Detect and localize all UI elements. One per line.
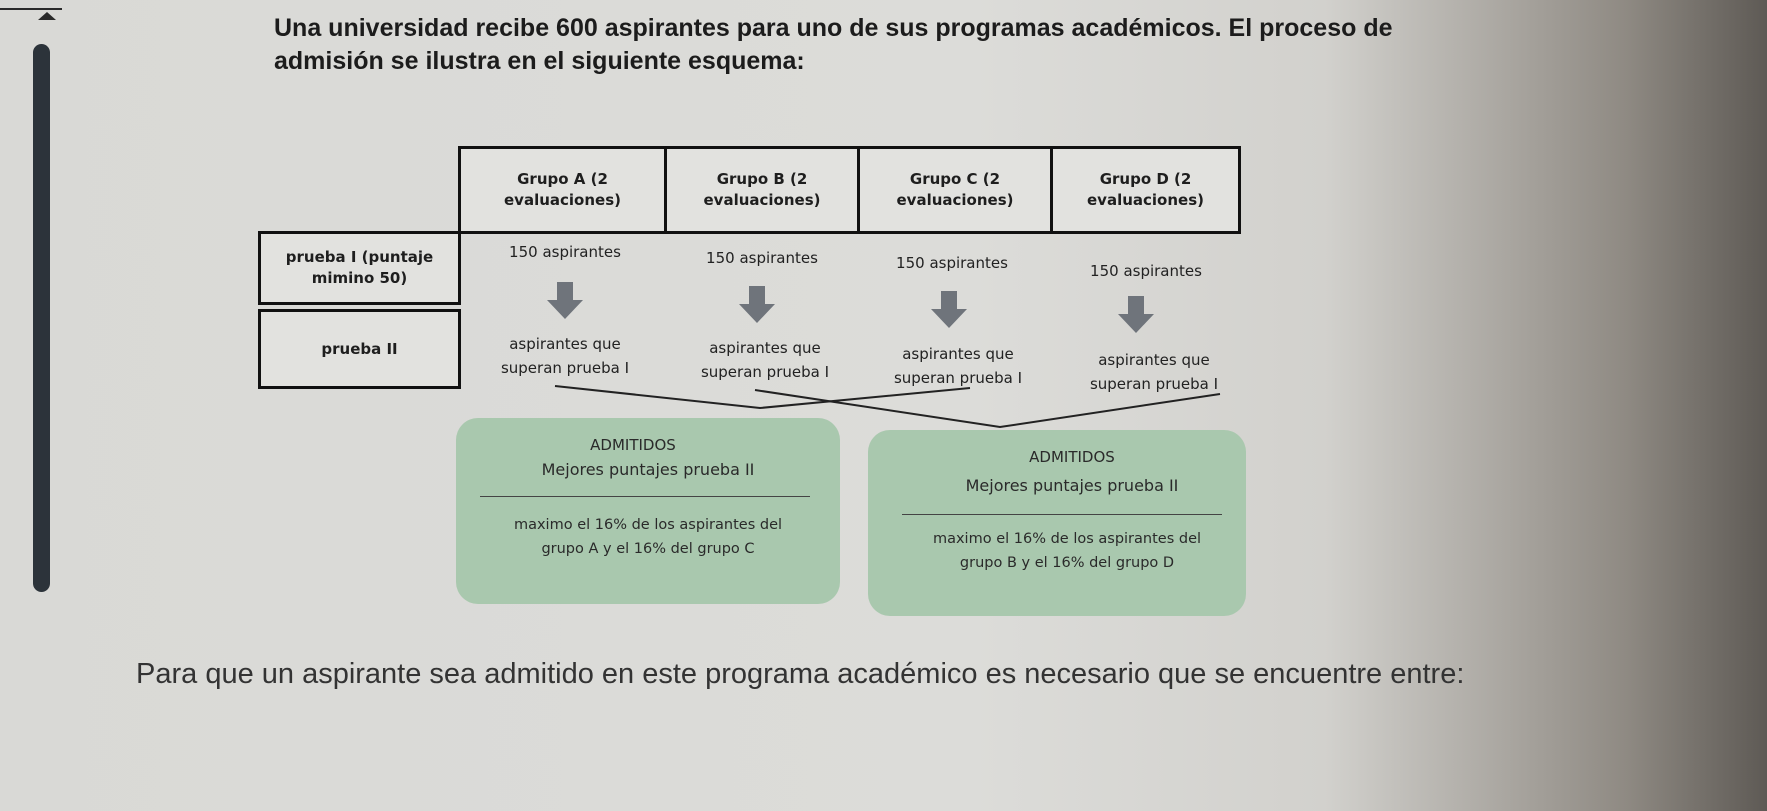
applicants-group-c: 150 aspirantes <box>896 254 1008 272</box>
down-arrow-icon <box>929 291 969 329</box>
down-arrow-icon <box>545 282 585 320</box>
admitted-rule-line2: grupo A y el 16% del grupo C <box>541 541 755 557</box>
admitted-box-b-d <box>868 430 1246 616</box>
header-group-a: Grupo A (2 evaluaciones) <box>458 146 667 234</box>
top-left-rule <box>0 8 62 10</box>
header-group-d: Grupo D (2 evaluaciones) <box>1050 146 1241 234</box>
admitted-rule-line1: maximo el 16% de los aspirantes del <box>513 517 783 533</box>
admitted-title: ADMITIDOS <box>1029 448 1115 466</box>
admitted-title: ADMITIDOS <box>590 436 676 454</box>
applicants-group-d: 150 aspirantes <box>1090 262 1202 280</box>
admitted-rule-line1: maximo el 16% de los aspirantes del <box>932 531 1202 547</box>
divider <box>480 496 810 497</box>
divider <box>902 514 1222 515</box>
admitted-rule-line2: grupo B y el 16% del grupo D <box>959 555 1175 571</box>
left-scrollbar[interactable] <box>33 44 50 592</box>
header-group-c: Grupo C (2 evaluaciones) <box>857 146 1053 234</box>
admitted-subtitle: Mejores puntajes prueba II <box>965 476 1179 495</box>
pass-note-group-c: aspirantes que superan prueba I <box>893 345 1023 387</box>
pass-note-group-d: aspirantes que superan prueba I <box>1089 351 1219 393</box>
question-text: Para que un aspirante sea admitido en este programa académico es necesario que se encuentre entre: <box>136 658 1465 690</box>
down-arrow-icon <box>737 286 777 324</box>
row-label-prueba-1: prueba I (puntaje mimino 50) <box>258 231 461 305</box>
applicants-group-a: 150 aspirantes <box>509 243 621 261</box>
triangle-marker-icon <box>38 12 56 20</box>
admitted-subtitle: Mejores puntajes prueba II <box>541 460 755 479</box>
admitted-box-a-c <box>456 418 840 604</box>
header-group-b: Grupo B (2 evaluaciones) <box>664 146 860 234</box>
down-arrow-icon <box>1116 296 1156 334</box>
intro-text: Una universidad recibe 600 aspirantes para uno de sus programas académicos. El proceso de admisión se ilustra en el siguiente esquema: <box>274 14 1393 75</box>
applicants-group-b: 150 aspirantes <box>706 249 818 267</box>
row-label-prueba-2: prueba II <box>258 309 461 389</box>
pass-note-group-b: aspirantes que superan prueba I <box>700 339 830 381</box>
pass-note-group-a: aspirantes que superan prueba I <box>500 335 630 377</box>
